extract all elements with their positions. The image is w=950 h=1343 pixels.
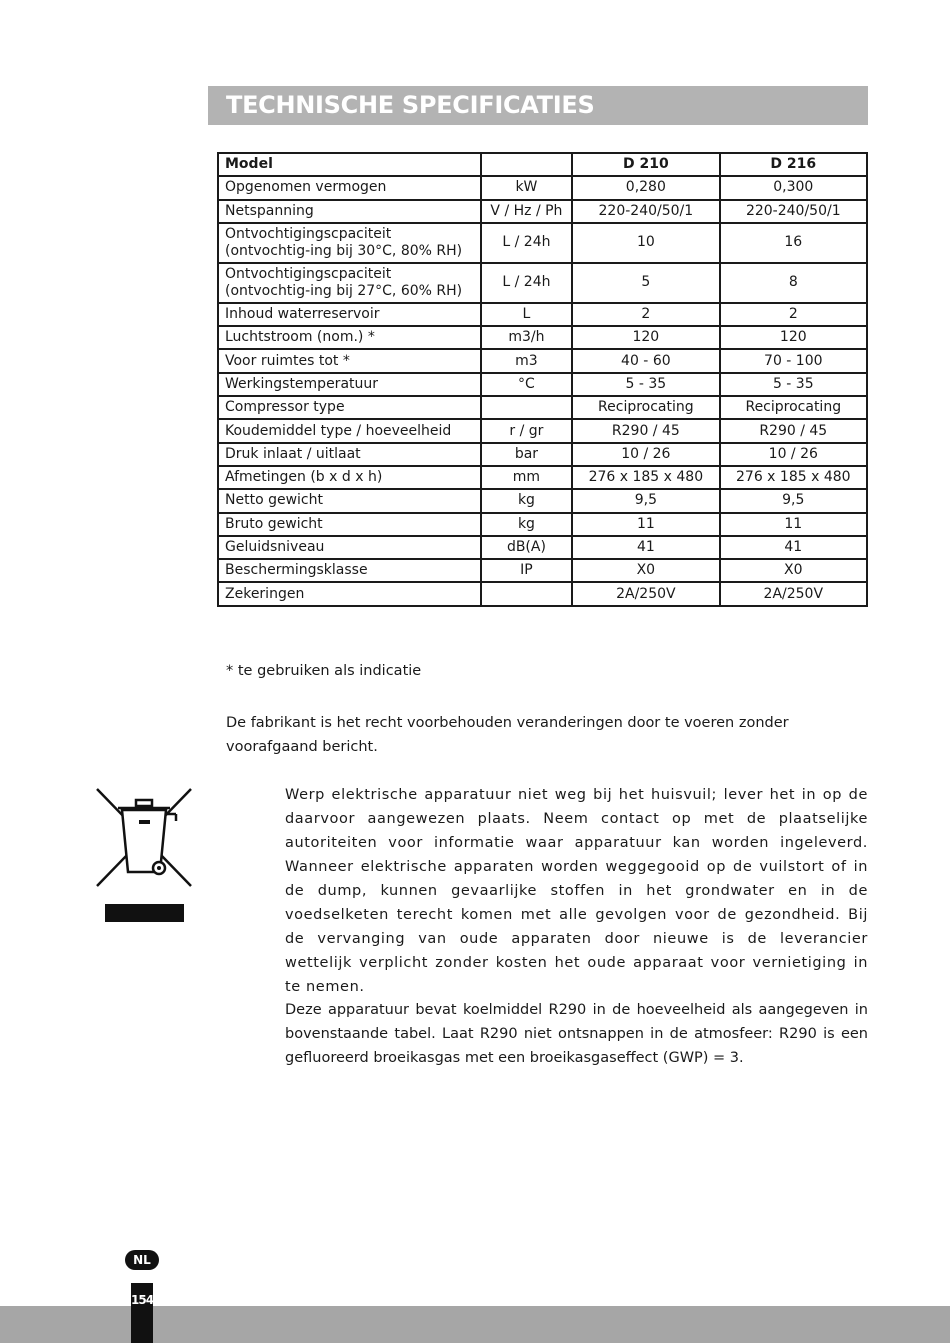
table-cell: Netspanning	[218, 200, 481, 223]
table-row	[218, 303, 867, 326]
table-row	[218, 559, 867, 582]
table-cell: R290 / 45	[572, 419, 719, 442]
table-row	[218, 223, 867, 263]
table-cell: Ontvochtigingscpaciteit (ontvochtig-ing bij 27°C, 60% RH)	[218, 263, 481, 303]
table-cell: Reciprocating	[720, 396, 867, 419]
page-title: TECHNISCHE SPECIFICATIES	[208, 86, 868, 125]
table-cell	[481, 396, 572, 419]
table-cell: Compressor type	[218, 396, 481, 419]
table-cell: L	[481, 303, 572, 326]
table-cell: X0	[572, 559, 719, 582]
table-cell: 2A/250V	[572, 582, 719, 605]
table-cell: 8	[720, 263, 867, 303]
table-cell: L / 24h	[481, 263, 572, 303]
table-cell: 16	[720, 223, 867, 263]
table-cell: 2	[720, 303, 867, 326]
table-row	[218, 489, 867, 512]
table-row	[218, 466, 867, 489]
table-row	[218, 200, 867, 223]
table-row	[218, 263, 867, 303]
table-cell: 276 x 185 x 480	[572, 466, 719, 489]
table-row	[218, 443, 867, 466]
table-cell: 40 - 60	[572, 349, 719, 372]
table-header-cell: Model	[218, 153, 481, 176]
table-cell: 5 - 35	[572, 373, 719, 396]
table-row	[218, 536, 867, 559]
table-cell: Afmetingen (b x d x h)	[218, 466, 481, 489]
crossed-out-wheelie-bin-icon	[94, 786, 194, 891]
table-cell: Geluidsniveau	[218, 536, 481, 559]
table-cell: 41	[720, 536, 867, 559]
table-cell: X0	[720, 559, 867, 582]
table-cell: kW	[481, 176, 572, 199]
table-cell: Opgenomen vermogen	[218, 176, 481, 199]
table-header-row	[218, 153, 867, 176]
table-cell: 120	[720, 326, 867, 349]
table-cell: 70 - 100	[720, 349, 867, 372]
page-number: 154	[131, 1283, 153, 1343]
table-cell: Inhoud waterreservoir	[218, 303, 481, 326]
table-row	[218, 326, 867, 349]
table-cell: Luchtstroom (nom.) *	[218, 326, 481, 349]
table-cell: IP	[481, 559, 572, 582]
language-badge: NL	[125, 1250, 159, 1270]
table-cell: m3	[481, 349, 572, 372]
table-header-cell	[481, 153, 572, 176]
table-cell: mm	[481, 466, 572, 489]
table-cell: Ontvochtigingscpaciteit (ontvochtig-ing bij 30°C, 80% RH)	[218, 223, 481, 263]
table-cell: 5 - 35	[720, 373, 867, 396]
table-cell: 5	[572, 263, 719, 303]
table-header-cell: D 210	[572, 153, 719, 176]
table-row	[218, 176, 867, 199]
table-cell: kg	[481, 489, 572, 512]
table-cell: 0,300	[720, 176, 867, 199]
table-cell: 11	[572, 513, 719, 536]
disclaimer-text: De fabrikant is het recht voorbehouden veranderingen door te voeren zonder voorafgaand bericht.	[226, 715, 789, 755]
table-cell: kg	[481, 513, 572, 536]
table-cell: m3/h	[481, 326, 572, 349]
table-header-cell: D 216	[720, 153, 867, 176]
spec-table	[217, 152, 868, 607]
table-cell: 2	[572, 303, 719, 326]
table-cell: Bruto gewicht	[218, 513, 481, 536]
table-cell: 120	[572, 326, 719, 349]
table-cell: 41	[572, 536, 719, 559]
table-cell	[481, 582, 572, 605]
table-cell: 10 / 26	[572, 443, 719, 466]
table-cell: 220-240/50/1	[572, 200, 719, 223]
table-cell: Druk inlaat / uitlaat	[218, 443, 481, 466]
table-cell: 11	[720, 513, 867, 536]
table-cell: dB(A)	[481, 536, 572, 559]
table-row	[218, 349, 867, 372]
table-cell: 10 / 26	[720, 443, 867, 466]
table-body	[218, 176, 867, 605]
table-row	[218, 419, 867, 442]
table-row	[218, 396, 867, 419]
table-cell: 2A/250V	[720, 582, 867, 605]
table-cell: 276 x 185 x 480	[720, 466, 867, 489]
table-cell: Voor ruimtes tot *	[218, 349, 481, 372]
table-cell: Zekeringen	[218, 582, 481, 605]
table-cell: °C	[481, 373, 572, 396]
footnote: * te gebruiken als indicatie	[226, 663, 422, 679]
table-cell: 0,280	[572, 176, 719, 199]
table-cell: 9,5	[572, 489, 719, 512]
table-cell: 220-240/50/1	[720, 200, 867, 223]
table-cell: r / gr	[481, 419, 572, 442]
weee-bar	[105, 904, 184, 922]
table-cell: L / 24h	[481, 223, 572, 263]
table-row	[218, 373, 867, 396]
table-cell: Werkingstemperatuur	[218, 373, 481, 396]
table-cell: Netto gewicht	[218, 489, 481, 512]
table-row	[218, 582, 867, 605]
table-cell: Beschermingsklasse	[218, 559, 481, 582]
table-row	[218, 513, 867, 536]
table-cell: bar	[481, 443, 572, 466]
table-cell: Reciprocating	[572, 396, 719, 419]
refrigerant-paragraph: Deze apparatuur bevat koelmiddel R290 in de hoeveelheid als aangegeven in bovenstaande tabel. Laat R290 niet ontsnappen in de atmosfeer: R290 is een gefluoreerd broeikasgas met een broeikasgaseffect (GWP) = 3.	[285, 1002, 868, 1066]
table-cell: V / Hz / Ph	[481, 200, 572, 223]
table-cell: R290 / 45	[720, 419, 867, 442]
table-cell: 9,5	[720, 489, 867, 512]
weee-paragraph: Werp elektrische apparatuur niet weg bij het huisvuil; lever het in op de daarvoor aangewezen plaats. Neem contact op met de plaatselijke autoriteiten voor informatie waar apparatuur kan worden ingeleverd. Wanneer elektrische apparaten worden weggegooid op de vuilstort of in de dump, kunnen gevaarlijke stoffen in het grondwater en in de voedselketen terecht komen met alle gevolgen voor de gezondheid. Bij de vervanging van oude apparaten door nieuwe is de leverancier wettelijk verplicht zonder kosten het oude apparaat voor vernietiging in te nemen.	[285, 787, 868, 995]
table-cell: Koudemiddel type / hoeveelheid	[218, 419, 481, 442]
table-cell: 10	[572, 223, 719, 263]
